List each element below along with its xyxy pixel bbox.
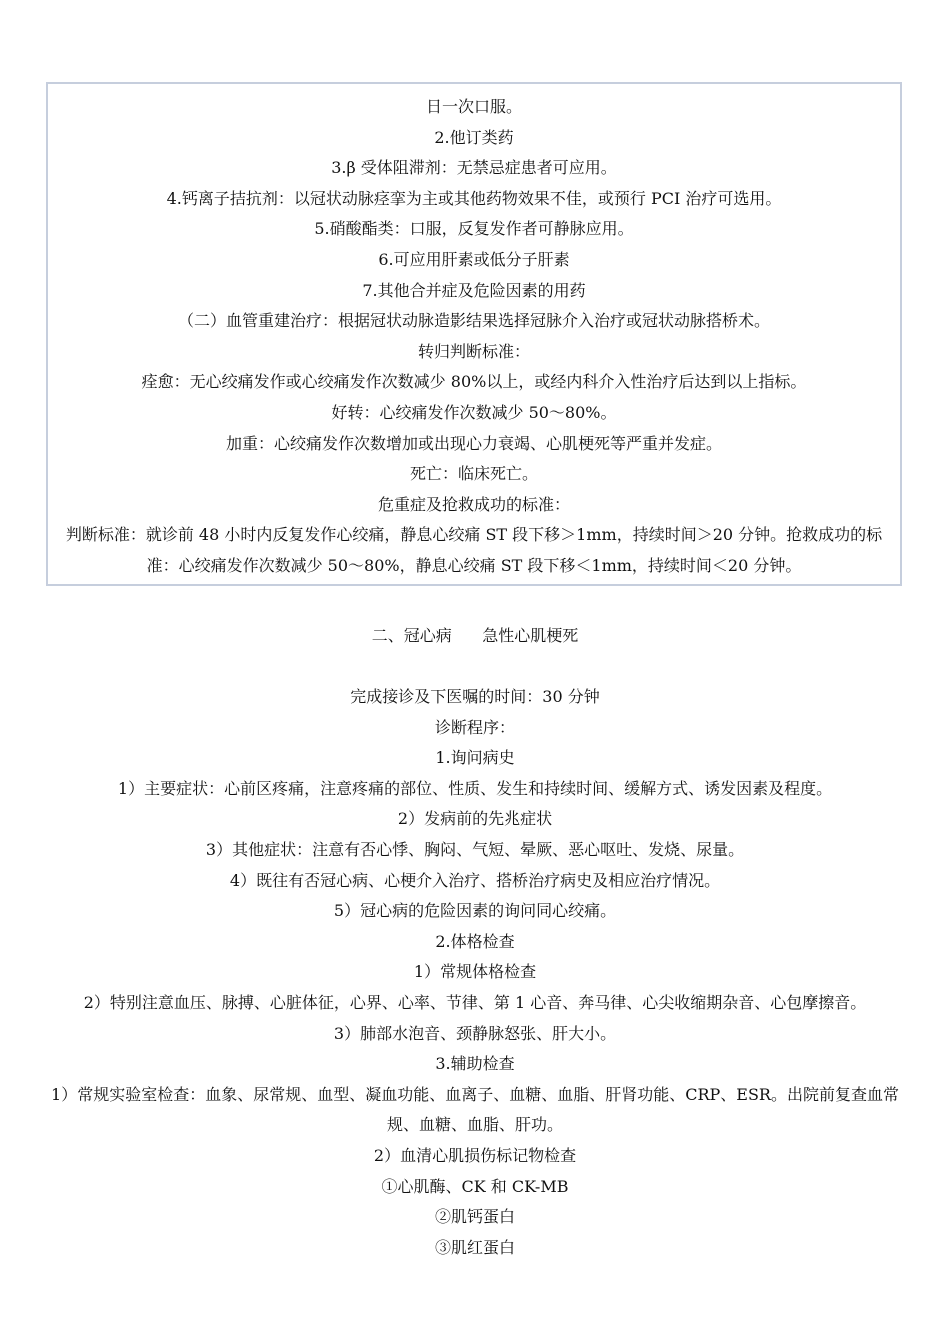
body-line: 1）常规实验室检查：血象、尿常规、血型、凝血功能、血离子、血糖、血脂、肝肾功能、CRP、ESR。出院前复查血常规、血糖、血脂、肝功。 <box>51 1084 899 1135</box>
body-line: 5）冠心病的危险因素的询问同心绞痛。 <box>333 901 617 921</box>
body-line: 完成接诊及下医嘱的时间：30 分钟 <box>350 687 600 706</box>
body-line: 1）主要症状：心前区疼痛，注意疼痛的部位、性质、发生和持续时间、缓解方式、诱发因素及程度。 <box>117 778 833 798</box>
body-line: 2）发病前的先兆症状 <box>397 809 553 829</box>
body-line: 3）肺部水泡音、颈静脉怒张、肝大小。 <box>333 1023 617 1043</box>
body-line: 1）常规体格检查 <box>413 962 537 982</box>
body-line: 4）既往有否冠心病、心梗介入治疗、搭桥治疗病史及相应治疗情况。 <box>229 870 721 890</box>
box-line-criteria: 判断标准：就诊前 48 小时内反复发作心绞痛，静息心绞痛 ST 段下移＞1mm，持续时间＞20 分钟。抢救成功的标准：心绞痛发作次数减少 50～80%，静息心绞痛 ST 段下移＜1mm，持续时间＜20 分钟。 <box>65 525 883 575</box>
box-line: 4.钙离子拮抗剂：以冠状动脉痉挛为主或其他药物效果不佳，或预行 PCI 治疗可选用。 <box>166 188 782 208</box>
box-text-lines <box>52 92 896 582</box>
body-line: 2.体格检查 <box>435 931 515 951</box>
box-line: 好转：心绞痛发作次数减少 50～80%。 <box>331 402 617 422</box>
body-line: ③肌红蛋白 <box>434 1237 515 1257</box>
body-line: 诊断程序： <box>434 717 515 737</box>
box-line: 加重：心绞痛发作次数增加或出现心力衰竭、心肌梗死等严重并发症。 <box>225 433 722 453</box>
box-line: 2.他订类药 <box>434 127 514 147</box>
treatment-criteria-box <box>46 82 902 586</box>
box-line: 痊愈：无心绞痛发作或心绞痛发作次数减少 80%以上，或经内科介入性治疗后达到以上指标。 <box>141 372 807 392</box>
box-line: 3.β 受体阻滞剂：无禁忌症患者可应用。 <box>331 158 617 178</box>
section-title: 二、冠心病 急性心肌梗死 <box>371 626 579 645</box>
body-line: ②肌钙蛋白 <box>434 1207 515 1227</box>
body-line: ①心肌酶、CK 和 CK-MB <box>381 1176 569 1196</box>
box-line: 危重症及抢救成功的标准： <box>377 494 570 514</box>
body-line: 2）特别注意血压、脉搏、心脏体征，心界、心率、节律、第 1 心音、奔马律、心尖收缩期杂音、心包摩擦音。 <box>83 992 867 1012</box>
body-line: 2）血清心肌损伤标记物检查 <box>373 1145 577 1165</box>
box-line: 日一次口服。 <box>425 97 522 116</box>
box-line: 转归判断标准： <box>417 341 530 361</box>
box-line: 7.其他合并症及危险因素的用药 <box>362 280 586 300</box>
diagnosis-procedure <box>46 682 904 1263</box>
box-line: 5.硝酸酯类：口服，反复发作者可静脉应用。 <box>314 219 634 239</box>
body-line: 1.询问病史 <box>435 748 515 768</box>
box-line: 6.可应用肝素或低分子肝素 <box>378 249 570 269</box>
box-line: （二）血管重建治疗：根据冠状动脉造影结果选择冠脉介入治疗或冠状动脉搭桥术。 <box>177 311 770 331</box>
body-line: 3）其他症状：注意有否心悸、胸闷、气短、晕厥、恶心呕吐、发烧、尿量。 <box>205 839 745 859</box>
box-line: 死亡：临床死亡。 <box>409 464 538 484</box>
body-line: 3.辅助检查 <box>435 1054 515 1074</box>
